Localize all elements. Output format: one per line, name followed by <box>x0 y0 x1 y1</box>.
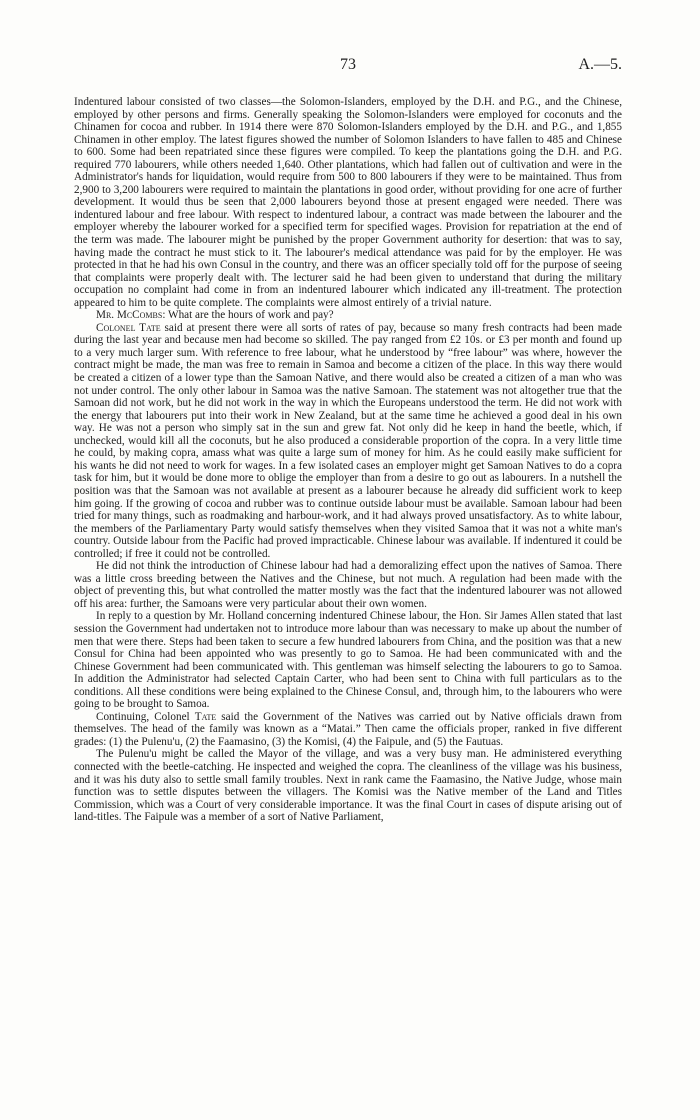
paragraph-indentured-labour: Indentured labour consisted of two classes—the Solomon-Islanders, employed by the D.H. and P.G., and the Chinese, employed by other persons and firms. Generally speaking the Solomon-Islanders were employed for coconuts and the Chinamen for cocoa and rubber. In 1914 there were 870 Solomon-Islanders employed by the D.H. and P.G., and 1,855 Chinamen in other employ. The latest figures showed the number of Solomon Islanders to have fallen to 485 and Chinese to 600. Some had been repatriated since these figures were compiled. To keep the plantations going the D.H. and P.G. required 770 labourers, while others needed 1,640. Other plantations, which had fallen out of cultivation and were in the Administrator's hands for liquidation, would require from 500 to 800 labourers if they were to be maintained. Thus from 2,900 to 3,200 labourers were required to maintain the plantations in good order, without providing for one acre of further development. It would thus be seen that 2,000 labourers beyond those at present engaged were needed. There was indentured labour and free labour. With respect to indentured labour, a contract was made between the labourer and the employer whereby the labourer worked for a specified term for specified wages. Provision for repatriation at the end of the term was made. The labourer might be punished by the proper Government authority for desertion: that was to say, having made the contract he must stick to it. The labourer's medical attendance was paid for by the employer. He was protected in that he had his own Consul in the country, and there was an officer specially told off for the purpose of seeing that complaints were properly dealt with. The lecturer said he had been given to understand that during the military occupation no complaint had come in from an indentured labourer which indicated any ill-treatment. The protection appeared to him to be quite complete. The complaints were almost entirely of a trivial nature. <box>74 96 622 309</box>
body-text <box>74 96 622 824</box>
paragraph-holland-question: In reply to a question by Mr. Holland concerning indentured Chinese labour, the Hon. Sir James Allen stated that last session the Government had undertaken not to introduce more labour than was necessary to make up about the number of men that were there. Steps had been taken to secure a few hundred labourers from China, and the position was that a new Consul for China had been appointed who was presently to go to Samoa. He had been communicated with and the Chinese Government had been communicated with. This gentleman was himself selecting the labourers to go to Samoa. In addition the Administrator had selected Captain Carter, who had been sent to China with full particulars as to the conditions. All these conditions were being explained to the Chinese Consul, and, through him, to the labourers who were going to be brought to Samoa. <box>74 610 622 711</box>
paragraph-mccombs-question <box>74 309 622 322</box>
speaker-name: Tate <box>194 710 217 723</box>
paragraph-chinese-labour-effect: He did not think the introduction of Chinese labour had had a demoralizing effect upon the natives of Samoa. There was a little cross breeding between the Natives and the Chinese, but not much. A regulation had been made with the object of preventing this, but what controlled the matter mostly was the fact that the indentured labourer was not allowed off his area: further, the Samoans were very particular about their own women. <box>74 560 622 610</box>
speaker-name: Mr. McCombs <box>96 309 163 322</box>
speaker-name: Colonel Tate <box>96 321 161 334</box>
document-reference: A.—5. <box>578 56 622 73</box>
paragraph-text: said the Government of the Natives was carried out by Native officials drawn from themselves. The head of the family was known as a “Matai.” Then came the officials proper, ranked in five different grades: (1) the Pulenu'u, (2) the Faamasino, (3) the Komisi, (4) the Faipule, and (5) the Fautuas. <box>74 710 622 748</box>
paragraph-colonel-tate-reply <box>74 322 622 560</box>
paragraph-text: : What are the hours of work and pay? <box>162 309 334 322</box>
page-number: 73 <box>340 56 356 73</box>
page-header <box>74 56 622 76</box>
paragraph-native-government <box>74 711 622 749</box>
paragraph-lead: Continuing, Colonel <box>96 710 195 723</box>
paragraph-pulenuu: The Pulenu'u might be called the Mayor of the village, and was a very busy man. He administered everything connected with the beetle-catching. He inspected and weighed the copra. The cleanliness of the village was his business, and it was his duty also to settle small family troubles. Next in rank came the Faamasino, the Native Judge, whose main function was to settle disputes between the villagers. The Komisi was the Native member of the Land and Titles Commission, which was a Court of very considerable importance. It was the final Court in cases of dispute arising out of land-titles. The Faipule was a member of a sort of Native Parliament, <box>74 748 622 824</box>
paragraph-text: said at present there were all sorts of rates of pay, because so many fresh contracts had been made during the last year and because men had become so skilled. The pay ranged from £2 10s. or £3 per month and found up to a very much larger sum. With reference to free labour, what he understood by “free labour” was where, however the contract might be made, the man was free to remain in Samoa and become a citizen of the place. In this way there would be created a citizen of a lower type than the Samoan Native, and there would also be created a citizen of a man who was not under control. The only other labour in Samoa was the native Samoan. The statement was not altogether true that the Samoan did not work, but he did not work in the way in which the Europeans understood the term. He did not work with the energy that labourers put into their work in New Zealand, but at the same time he achieved a good deal in his own way. He was not a person who simply sat in the sun and grew fat. Not only did he keep in hand the beetle, which, if unchecked, would kill all the coconuts, but he also produced a considerable proportion of the copra. In a very little time he could, by making copra, amass what was quite a large sum of money for him. As he could easily make sufficient for his wants he did not need to work for wages. In a few isolated cases an employer might get Samoan Natives to do a copra task for him, but it would be done more to oblige the employer than from a desire to go out as labourers. In a nutshell the position was that the Samoan was not available at present as a labourer because he already did sufficient work to keep him going. If the growing of cocoa and rubber was to continue outside labour must be available. Samoan labour had been tried for many things, such as roadmaking and harbour-work, and it had always proved unsatisfactory. As to white labour, the members of the Parliamentary Party would satisfy themselves when they visited Samoa that it was not a white man's country. Outside labour from the Pacific had proved impracticable. Chinese labour was available. If indentured it could be controlled; if free it could not be controlled. <box>74 321 622 560</box>
